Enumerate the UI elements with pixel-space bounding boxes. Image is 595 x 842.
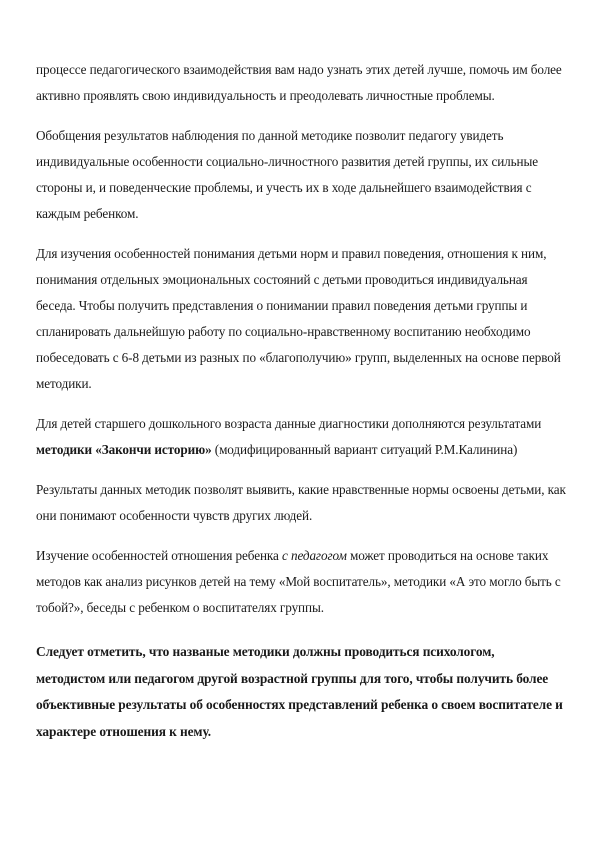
paragraph-6-text: Изучение особенностей отношения ребенка <box>36 548 282 563</box>
paragraph-4-tail: (модифицированный вариант ситуаций Р.М.Калинина) <box>211 442 518 457</box>
paragraph-1: процессе педагогического взаимодействия вам надо узнать этих детей лучше, помочь им более активно проявлять свою индивидуальность и преодолевать личностные проблемы. <box>36 62 562 103</box>
paragraph-3: Для изучения особенностей понимания детьми норм и правил поведения, отношения к ним, понимания отдельных эмоциональных состояний с детьми проводиться индивидуальная беседа. Чтобы получить представления о понимании правил поведения детьми группы и спланировать дальнейшую работу по социально-нравственному воспитанию необходимо побеседовать с 6-8 детьми из разных по «благополучию» групп, выделенных на основе первой методики. <box>36 246 561 391</box>
italic-phrase: с педагогом <box>282 548 347 563</box>
paragraph-4 <box>36 411 566 463</box>
document-page <box>36 57 566 759</box>
paragraph-6 <box>36 543 566 621</box>
conclusion-paragraph-bold: Следует отметить, что названые методики должны проводиться психологом, методистом или педагогом другой возрастной группы для того, чтобы получить более объективные результаты об особенностях представлений ребенка о своем воспитателе и характере отношения к нему. <box>36 644 563 739</box>
paragraph-2: Обобщения результатов наблюдения по данной методике позволит педагогу увидеть индивидуальные особенности социально-личностного развития детей группы, их сильные стороны и, и поведенческие проблемы, и учесть их в ходе дальнейшего взаимодействия с каждым ребенком. <box>36 128 539 221</box>
method-title-bold: методики «Закончи историю» <box>36 442 212 457</box>
paragraph-5: Результаты данных методик позволят выявить, какие нравственные нормы освоены детьми, как они понимают особенности чувств других людей. <box>36 482 566 523</box>
paragraph-4-text: Для детей старшего дошкольного возраста данные диагностики дополняются результатами <box>36 416 542 431</box>
paragraph-6-tail: может проводиться на основе таких методов как анализ рисунков детей на тему «Мой воспитатель», методики «А это могло быть с тобой?», беседы с ребенком о воспитателях группы. <box>36 548 561 615</box>
